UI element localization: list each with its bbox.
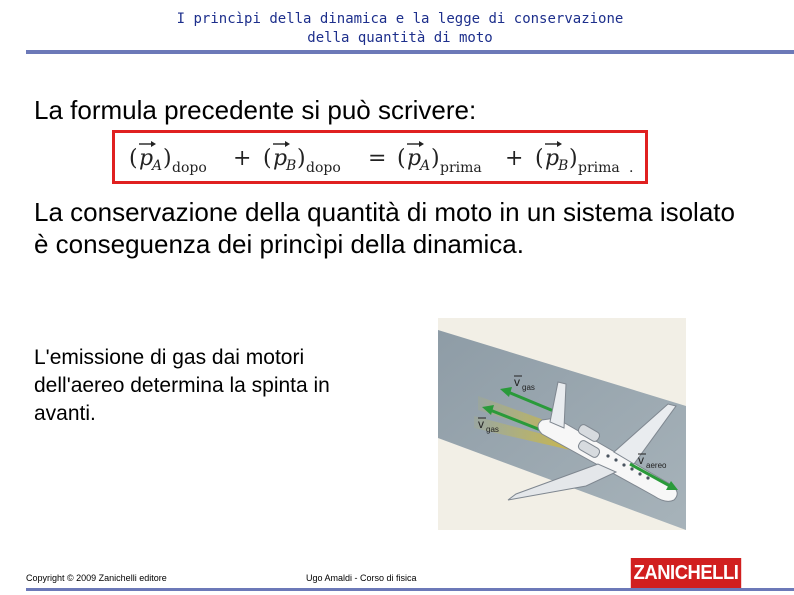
vgas-left-sub: gas [486, 425, 499, 434]
formula-p-3: p [407, 146, 422, 171]
formula-sub-a-1: A [152, 158, 163, 174]
conservation-statement: La conservazione della quantità di moto in un sistema isolato è conseguenza dei princìpi della dinamica. [34, 197, 735, 259]
footer-copyright: Copyright © 2009 Zanichelli editore [26, 573, 167, 583]
formula-p-2: p [273, 146, 288, 171]
conservation-formula [115, 133, 645, 181]
formula-box [112, 130, 648, 184]
formula-prima-2: prima [578, 160, 620, 176]
vgas-top-sub: gas [522, 383, 535, 392]
airplane-caption: L'emissione di gas dai motori dell'aereo determina la spinta in avanti. [34, 346, 330, 425]
formula-sub-b-2: B [558, 158, 569, 174]
formula-lparen-4: ( [535, 146, 544, 171]
formula-plus-1: + [233, 146, 252, 171]
footer-divider [26, 588, 794, 591]
vaereo-sub: aereo [646, 461, 667, 470]
formula-sub-b-1: B [286, 158, 297, 174]
formula-lparen-2: ( [263, 146, 272, 171]
formula-plus-2: + [505, 146, 524, 171]
formula-sub-a-2: A [420, 158, 431, 174]
formula-dopo-2: dopo [306, 160, 341, 176]
zanichelli-logo: ZANICHELLI [631, 558, 741, 588]
formula-period: . [629, 160, 634, 176]
slide-title [90, 10, 710, 48]
formula-prima-1: prima [440, 160, 482, 176]
slide-title-line-2: della quantità di moto [307, 30, 493, 46]
vaereo-label: v [638, 453, 644, 467]
formula-rparen-3: ) [431, 146, 440, 171]
slide-title-line-1: I princìpi della dinamica e la legge di conservazione [176, 11, 624, 27]
vgas-left-label: v [478, 417, 484, 431]
formula-lparen-1: ( [129, 146, 138, 171]
vgas-top-label: v [514, 375, 520, 389]
formula-dopo-1: dopo [172, 160, 207, 176]
formula-rparen-4: ) [569, 146, 578, 171]
formula-equals: = [368, 146, 387, 171]
intro-text: La formula precedente si può scrivere: [34, 95, 477, 125]
formula-lparen-3: ( [397, 146, 406, 171]
airplane-drawing [438, 318, 686, 530]
formula-rparen-2: ) [297, 146, 306, 171]
footer-author: Ugo Amaldi - Corso di fisica [306, 573, 417, 583]
airplane-illustration [438, 318, 686, 530]
formula-rparen-1: ) [163, 146, 172, 171]
header-divider [26, 50, 794, 54]
formula-p-4: p [545, 146, 560, 171]
formula-p-1: p [139, 146, 154, 171]
